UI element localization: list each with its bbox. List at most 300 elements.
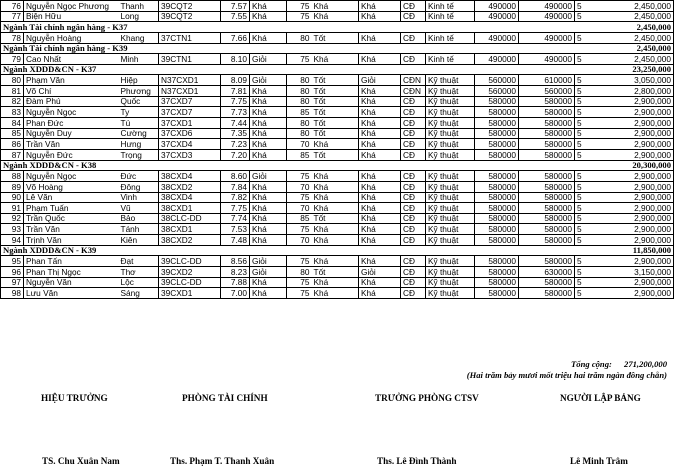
overall-rank-cell: Khá bbox=[359, 181, 401, 192]
academic-rank-cell: Khá bbox=[250, 96, 287, 107]
award-rate-cell: 610000 bbox=[519, 75, 575, 86]
program-level-cell: CĐN bbox=[401, 75, 426, 86]
program-level-cell: CĐ bbox=[401, 181, 426, 192]
field-cell: Kỹ thuật bbox=[426, 96, 475, 107]
field-cell: Kinh tế bbox=[426, 54, 475, 65]
class-code-cell: 37CXD3 bbox=[159, 149, 221, 160]
group-header-row bbox=[1, 43, 674, 54]
surname-cell: Nguyễn Ngọc bbox=[24, 107, 119, 118]
base-rate-cell: 580000 bbox=[475, 171, 519, 182]
gpa-cell: 8.60 bbox=[221, 171, 250, 182]
class-code-cell: 38CXD1 bbox=[159, 203, 221, 214]
conduct-rank-cell: Khá bbox=[312, 139, 359, 150]
gpa-cell: 7.23 bbox=[221, 139, 250, 150]
table-row bbox=[1, 277, 674, 288]
amount-cell: 2,900,000 bbox=[606, 107, 674, 118]
field-cell: Kỹ thuật bbox=[426, 139, 475, 150]
surname-cell: Đàm Phú bbox=[24, 96, 119, 107]
table-row bbox=[1, 203, 674, 214]
conduct-score-cell: 75 bbox=[287, 171, 312, 182]
base-rate-cell: 580000 bbox=[475, 213, 519, 224]
base-rate-cell: 580000 bbox=[475, 288, 519, 299]
amount-cell: 2,900,000 bbox=[606, 277, 674, 288]
program-level-cell: CĐ bbox=[401, 107, 426, 118]
given-name-cell: Đông bbox=[119, 181, 159, 192]
award-rate-cell: 580000 bbox=[519, 128, 575, 139]
award-rate-cell: 490000 bbox=[519, 54, 575, 65]
months-cell: 5 bbox=[575, 288, 606, 299]
amount-cell: 2,450,000 bbox=[606, 1, 674, 12]
award-rate-cell: 580000 bbox=[519, 96, 575, 107]
conduct-rank-cell: Khá bbox=[312, 224, 359, 235]
amount-in-words: (Hai trăm bảy mươi mốt triệu hai trăm ngàn đồng chẵn) bbox=[466, 370, 667, 380]
gpa-cell: 7.75 bbox=[221, 203, 250, 214]
class-code-cell: 37CXD7 bbox=[159, 107, 221, 118]
group-header-row bbox=[1, 64, 674, 75]
overall-rank-cell: Khá bbox=[359, 224, 401, 235]
conduct-score-cell: 75 bbox=[287, 277, 312, 288]
given-name-cell: Lộc bbox=[119, 277, 159, 288]
program-level-cell: CĐ bbox=[401, 139, 426, 150]
conduct-score-cell: 75 bbox=[287, 288, 312, 299]
months-cell: 5 bbox=[575, 1, 606, 12]
conduct-score-cell: 80 bbox=[287, 267, 312, 278]
base-rate-cell: 490000 bbox=[475, 32, 519, 43]
group-name: Ngành XDDD&CN - K37 bbox=[1, 64, 606, 75]
table-row bbox=[1, 96, 674, 107]
given-name-cell: Vinh bbox=[119, 192, 159, 203]
table-row bbox=[1, 235, 674, 246]
conduct-rank-cell: Tốt bbox=[312, 75, 359, 86]
award-rate-cell: 580000 bbox=[519, 149, 575, 160]
group-header-row bbox=[1, 22, 674, 33]
amount-cell: 2,900,000 bbox=[606, 118, 674, 129]
group-header-row bbox=[1, 245, 674, 256]
conduct-rank-cell: Khá bbox=[312, 181, 359, 192]
program-level-cell: CĐ bbox=[401, 224, 426, 235]
table-row bbox=[1, 267, 674, 278]
group-subtotal: 20,300,000 bbox=[606, 160, 674, 171]
overall-rank-cell: Khá bbox=[359, 32, 401, 43]
class-code-cell: 37CXD6 bbox=[159, 128, 221, 139]
amount-cell: 2,900,000 bbox=[606, 213, 674, 224]
academic-rank-cell: Khá bbox=[250, 213, 287, 224]
months-cell: 5 bbox=[575, 75, 606, 86]
conduct-rank-cell: Tốt bbox=[312, 96, 359, 107]
award-rate-cell: 580000 bbox=[519, 192, 575, 203]
overall-rank-cell: Giỏi bbox=[359, 267, 401, 278]
field-cell: Kỹ thuật bbox=[426, 118, 475, 129]
months-cell: 5 bbox=[575, 192, 606, 203]
class-code-cell: 37CTN1 bbox=[159, 32, 221, 43]
stt-cell: 90 bbox=[1, 192, 24, 203]
given-name-cell: Long bbox=[119, 11, 159, 22]
surname-cell: Nguyễn Ngọc bbox=[24, 171, 119, 182]
base-rate-cell: 580000 bbox=[475, 235, 519, 246]
months-cell: 5 bbox=[575, 128, 606, 139]
academic-rank-cell: Giỏi bbox=[250, 267, 287, 278]
overall-rank-cell: Khá bbox=[359, 235, 401, 246]
amount-cell: 2,900,000 bbox=[606, 149, 674, 160]
field-cell: Kỹ thuật bbox=[426, 235, 475, 246]
academic-rank-cell: Giỏi bbox=[250, 171, 287, 182]
base-rate-cell: 580000 bbox=[475, 203, 519, 214]
stt-cell: 80 bbox=[1, 75, 24, 86]
program-level-cell: CĐ bbox=[401, 288, 426, 299]
gpa-cell: 7.55 bbox=[221, 11, 250, 22]
conduct-score-cell: 75 bbox=[287, 54, 312, 65]
grand-total-line bbox=[571, 359, 667, 369]
award-rate-cell: 490000 bbox=[519, 11, 575, 22]
table-row bbox=[1, 288, 674, 299]
surname-cell: Phạm Tuấn bbox=[24, 203, 119, 214]
months-cell: 5 bbox=[575, 149, 606, 160]
stt-cell: 92 bbox=[1, 213, 24, 224]
table-row bbox=[1, 54, 674, 65]
academic-rank-cell: Khá bbox=[250, 203, 287, 214]
table-row bbox=[1, 181, 674, 192]
award-rate-cell: 580000 bbox=[519, 171, 575, 182]
surname-cell: Phan Đức bbox=[24, 118, 119, 129]
overall-rank-cell: Khá bbox=[359, 277, 401, 288]
academic-rank-cell: Giỏi bbox=[250, 75, 287, 86]
field-cell: Kỹ thuật bbox=[426, 171, 475, 182]
surname-cell: Phạm Văn bbox=[24, 75, 119, 86]
stt-cell: 91 bbox=[1, 203, 24, 214]
grand-total-value: 271,200,000 bbox=[624, 359, 667, 369]
amount-cell: 3,150,000 bbox=[606, 267, 674, 278]
surname-cell: Nguyễn Ngọc Phương bbox=[24, 1, 119, 12]
class-code-cell: 39CLC-DD bbox=[159, 256, 221, 267]
overall-rank-cell: Khá bbox=[359, 171, 401, 182]
group-subtotal: 2,450,000 bbox=[606, 43, 674, 54]
amount-cell: 2,900,000 bbox=[606, 139, 674, 150]
grand-total-label: Tổng cộng: bbox=[571, 359, 612, 369]
base-rate-cell: 580000 bbox=[475, 128, 519, 139]
conduct-score-cell: 70 bbox=[287, 235, 312, 246]
amount-cell: 2,900,000 bbox=[606, 192, 674, 203]
signature-name-finance: Ths. Phạm T. Thanh Xuân bbox=[170, 456, 275, 466]
table-row bbox=[1, 149, 674, 160]
surname-cell: Phan Thị Ngọc bbox=[24, 267, 119, 278]
award-rate-cell: 580000 bbox=[519, 107, 575, 118]
table-row bbox=[1, 224, 674, 235]
class-code-cell: 38CXD2 bbox=[159, 235, 221, 246]
group-subtotal: 2,450,000 bbox=[606, 22, 674, 33]
amount-cell: 2,900,000 bbox=[606, 256, 674, 267]
amount-cell: 2,900,000 bbox=[606, 181, 674, 192]
given-name-cell: Kiên bbox=[119, 235, 159, 246]
given-name-cell: Phương bbox=[119, 86, 159, 97]
group-subtotal: 23,250,000 bbox=[606, 64, 674, 75]
overall-rank-cell: Khá bbox=[359, 1, 401, 12]
amount-cell: 2,900,000 bbox=[606, 128, 674, 139]
academic-rank-cell: Khá bbox=[250, 32, 287, 43]
overall-rank-cell: Khá bbox=[359, 192, 401, 203]
base-rate-cell: 580000 bbox=[475, 277, 519, 288]
class-code-cell: N37CXD1 bbox=[159, 75, 221, 86]
surname-cell: Trần Văn bbox=[24, 139, 119, 150]
conduct-rank-cell: Tốt bbox=[312, 213, 359, 224]
table-row bbox=[1, 192, 674, 203]
academic-rank-cell: Khá bbox=[250, 277, 287, 288]
conduct-score-cell: 75 bbox=[287, 1, 312, 12]
conduct-score-cell: 70 bbox=[287, 139, 312, 150]
given-name-cell: Cường bbox=[119, 128, 159, 139]
field-cell: Kỹ thuật bbox=[426, 277, 475, 288]
base-rate-cell: 580000 bbox=[475, 96, 519, 107]
class-code-cell: 37CXD4 bbox=[159, 139, 221, 150]
conduct-rank-cell: Khá bbox=[312, 11, 359, 22]
class-code-cell: 38CXD1 bbox=[159, 224, 221, 235]
stt-cell: 82 bbox=[1, 96, 24, 107]
program-level-cell: CĐ bbox=[401, 277, 426, 288]
surname-cell: Nguyễn Hoàng bbox=[24, 32, 119, 43]
overall-rank-cell: Khá bbox=[359, 213, 401, 224]
base-rate-cell: 580000 bbox=[475, 192, 519, 203]
conduct-score-cell: 80 bbox=[287, 96, 312, 107]
class-code-cell: 39CQT2 bbox=[159, 11, 221, 22]
field-cell: Kinh tế bbox=[426, 32, 475, 43]
gpa-cell: 7.00 bbox=[221, 288, 250, 299]
months-cell: 5 bbox=[575, 256, 606, 267]
table-row bbox=[1, 139, 674, 150]
surname-cell: Lê Văn bbox=[24, 192, 119, 203]
base-rate-cell: 580000 bbox=[475, 149, 519, 160]
base-rate-cell: 560000 bbox=[475, 75, 519, 86]
given-name-cell: Ty bbox=[119, 107, 159, 118]
gpa-cell: 7.48 bbox=[221, 235, 250, 246]
group-header-row bbox=[1, 160, 674, 171]
group-name: Ngành Tài chính ngân hàng - K37 bbox=[1, 22, 606, 33]
field-cell: Kỹ thuật bbox=[426, 288, 475, 299]
months-cell: 5 bbox=[575, 213, 606, 224]
overall-rank-cell: Khá bbox=[359, 118, 401, 129]
award-rate-cell: 580000 bbox=[519, 139, 575, 150]
stt-cell: 96 bbox=[1, 267, 24, 278]
base-rate-cell: 490000 bbox=[475, 54, 519, 65]
overall-rank-cell: Khá bbox=[359, 288, 401, 299]
amount-cell: 3,050,000 bbox=[606, 75, 674, 86]
months-cell: 5 bbox=[575, 11, 606, 22]
program-level-cell: CĐ bbox=[401, 171, 426, 182]
surname-cell: Trần Văn bbox=[24, 224, 119, 235]
field-cell: Kỹ thuật bbox=[426, 213, 475, 224]
table-row bbox=[1, 75, 674, 86]
base-rate-cell: 580000 bbox=[475, 267, 519, 278]
conduct-rank-cell: Khá bbox=[312, 256, 359, 267]
table-row bbox=[1, 171, 674, 182]
award-rate-cell: 490000 bbox=[519, 1, 575, 12]
award-rate-cell: 580000 bbox=[519, 118, 575, 129]
overall-rank-cell: Khá bbox=[359, 256, 401, 267]
field-cell: Kỹ thuật bbox=[426, 149, 475, 160]
academic-rank-cell: Khá bbox=[250, 128, 287, 139]
field-cell: Kỹ thuật bbox=[426, 181, 475, 192]
conduct-score-cell: 75 bbox=[287, 256, 312, 267]
signature-title-preparer: NGƯỜI LẬP BẢNG bbox=[560, 393, 641, 403]
given-name-cell: Quốc bbox=[119, 96, 159, 107]
academic-rank-cell: Khá bbox=[250, 288, 287, 299]
field-cell: Kỹ thuật bbox=[426, 203, 475, 214]
academic-rank-cell: Khá bbox=[250, 1, 287, 12]
gpa-cell: 8.23 bbox=[221, 267, 250, 278]
stt-cell: 89 bbox=[1, 181, 24, 192]
stt-cell: 83 bbox=[1, 107, 24, 118]
conduct-rank-cell: Tốt bbox=[312, 128, 359, 139]
gpa-cell: 7.74 bbox=[221, 213, 250, 224]
amount-cell: 2,450,000 bbox=[606, 54, 674, 65]
months-cell: 5 bbox=[575, 54, 606, 65]
overall-rank-cell: Khá bbox=[359, 86, 401, 97]
base-rate-cell: 490000 bbox=[475, 1, 519, 12]
conduct-score-cell: 80 bbox=[287, 75, 312, 86]
class-code-cell: 39CTN1 bbox=[159, 54, 221, 65]
award-rate-cell: 490000 bbox=[519, 32, 575, 43]
amount-cell: 2,900,000 bbox=[606, 96, 674, 107]
overall-rank-cell: Khá bbox=[359, 54, 401, 65]
conduct-rank-cell: Tốt bbox=[312, 267, 359, 278]
months-cell: 5 bbox=[575, 267, 606, 278]
table-row bbox=[1, 118, 674, 129]
amount-cell: 2,800,000 bbox=[606, 86, 674, 97]
signature-title-principal: HIỆU TRƯỞNG bbox=[41, 393, 108, 403]
gpa-cell: 7.20 bbox=[221, 149, 250, 160]
conduct-score-cell: 80 bbox=[287, 118, 312, 129]
given-name-cell: Tánh bbox=[119, 224, 159, 235]
amount-cell: 2,900,000 bbox=[606, 203, 674, 214]
stt-cell: 79 bbox=[1, 54, 24, 65]
academic-rank-cell: Khá bbox=[250, 181, 287, 192]
given-name-cell: Hưng bbox=[119, 139, 159, 150]
award-rate-cell: 580000 bbox=[519, 181, 575, 192]
stt-cell: 98 bbox=[1, 288, 24, 299]
class-code-cell: 38CLC-DD bbox=[159, 213, 221, 224]
program-level-cell: CĐ bbox=[401, 235, 426, 246]
conduct-rank-cell: Khá bbox=[312, 1, 359, 12]
gpa-cell: 7.66 bbox=[221, 32, 250, 43]
overall-rank-cell: Giỏi bbox=[359, 75, 401, 86]
stt-cell: 81 bbox=[1, 86, 24, 97]
academic-rank-cell: Giỏi bbox=[250, 54, 287, 65]
conduct-score-cell: 75 bbox=[287, 224, 312, 235]
award-rate-cell: 580000 bbox=[519, 288, 575, 299]
gpa-cell: 7.75 bbox=[221, 96, 250, 107]
conduct-rank-cell: Khá bbox=[312, 277, 359, 288]
given-name-cell: Trọng bbox=[119, 149, 159, 160]
conduct-rank-cell: Khá bbox=[312, 171, 359, 182]
stt-cell: 85 bbox=[1, 128, 24, 139]
academic-rank-cell: Khá bbox=[250, 11, 287, 22]
conduct-rank-cell: Khá bbox=[312, 192, 359, 203]
field-cell: Kỹ thuật bbox=[426, 75, 475, 86]
class-code-cell: N37CXD1 bbox=[159, 86, 221, 97]
surname-cell: Võ Hoàng bbox=[24, 181, 119, 192]
overall-rank-cell: Khá bbox=[359, 139, 401, 150]
surname-cell: Biện Hữu bbox=[24, 11, 119, 22]
gpa-cell: 7.73 bbox=[221, 107, 250, 118]
gpa-cell: 7.82 bbox=[221, 192, 250, 203]
given-name-cell: Đạt bbox=[119, 256, 159, 267]
class-code-cell: 38CXD4 bbox=[159, 171, 221, 182]
conduct-rank-cell: Khá bbox=[312, 288, 359, 299]
gpa-cell: 8.56 bbox=[221, 256, 250, 267]
surname-cell: Nguyễn Duy bbox=[24, 128, 119, 139]
given-name-cell: Thanh bbox=[119, 1, 159, 12]
months-cell: 5 bbox=[575, 171, 606, 182]
months-cell: 5 bbox=[575, 86, 606, 97]
conduct-score-cell: 75 bbox=[287, 11, 312, 22]
field-cell: Kỹ thuật bbox=[426, 128, 475, 139]
surname-cell: Cao Nhất bbox=[24, 54, 119, 65]
stt-cell: 93 bbox=[1, 224, 24, 235]
base-rate-cell: 580000 bbox=[475, 139, 519, 150]
surname-cell: Trần Quốc bbox=[24, 213, 119, 224]
class-code-cell: 39CXD1 bbox=[159, 288, 221, 299]
table-row bbox=[1, 86, 674, 97]
conduct-score-cell: 85 bbox=[287, 107, 312, 118]
months-cell: 5 bbox=[575, 203, 606, 214]
table-row bbox=[1, 107, 674, 118]
base-rate-cell: 580000 bbox=[475, 181, 519, 192]
months-cell: 5 bbox=[575, 235, 606, 246]
months-cell: 5 bbox=[575, 96, 606, 107]
stt-cell: 77 bbox=[1, 11, 24, 22]
table-row bbox=[1, 213, 674, 224]
academic-rank-cell: Khá bbox=[250, 235, 287, 246]
given-name-cell: Tú bbox=[119, 118, 159, 129]
overall-rank-cell: Khá bbox=[359, 11, 401, 22]
conduct-rank-cell: Khá bbox=[312, 54, 359, 65]
stt-cell: 94 bbox=[1, 235, 24, 246]
amount-cell: 2,900,000 bbox=[606, 171, 674, 182]
field-cell: Kỹ thuật bbox=[426, 107, 475, 118]
given-name-cell: Đức bbox=[119, 171, 159, 182]
academic-rank-cell: Khá bbox=[250, 149, 287, 160]
group-subtotal: 11,850,000 bbox=[606, 245, 674, 256]
conduct-rank-cell: Tốt bbox=[312, 32, 359, 43]
field-cell: Kỹ thuật bbox=[426, 256, 475, 267]
program-level-cell: CĐ bbox=[401, 213, 426, 224]
signature-title-finance: PHÒNG TÀI CHÍNH bbox=[182, 393, 268, 403]
stt-cell: 88 bbox=[1, 171, 24, 182]
academic-rank-cell: Khá bbox=[250, 118, 287, 129]
base-rate-cell: 580000 bbox=[475, 118, 519, 129]
base-rate-cell: 580000 bbox=[475, 256, 519, 267]
given-name-cell: Bảo bbox=[119, 213, 159, 224]
award-rate-cell: 580000 bbox=[519, 235, 575, 246]
signature-name-student-affairs: Ths. Lê Đình Thành bbox=[377, 456, 457, 466]
award-rate-cell: 560000 bbox=[519, 86, 575, 97]
months-cell: 5 bbox=[575, 107, 606, 118]
given-name-cell: Vũ bbox=[119, 203, 159, 214]
stt-cell: 76 bbox=[1, 1, 24, 12]
table-row bbox=[1, 128, 674, 139]
signature-title-student-affairs: TRƯỞNG PHÒNG CTSV bbox=[375, 393, 479, 403]
amount-cell: 2,900,000 bbox=[606, 224, 674, 235]
program-level-cell: CĐ bbox=[401, 128, 426, 139]
amount-cell: 2,900,000 bbox=[606, 288, 674, 299]
months-cell: 5 bbox=[575, 224, 606, 235]
conduct-rank-cell: Tốt bbox=[312, 118, 359, 129]
months-cell: 5 bbox=[575, 277, 606, 288]
field-cell: Kinh tế bbox=[426, 11, 475, 22]
award-rate-cell: 580000 bbox=[519, 213, 575, 224]
program-level-cell: CĐ bbox=[401, 256, 426, 267]
signature-name-principal: TS. Chu Xuân Nam bbox=[42, 456, 120, 466]
conduct-score-cell: 70 bbox=[287, 181, 312, 192]
base-rate-cell: 490000 bbox=[475, 11, 519, 22]
